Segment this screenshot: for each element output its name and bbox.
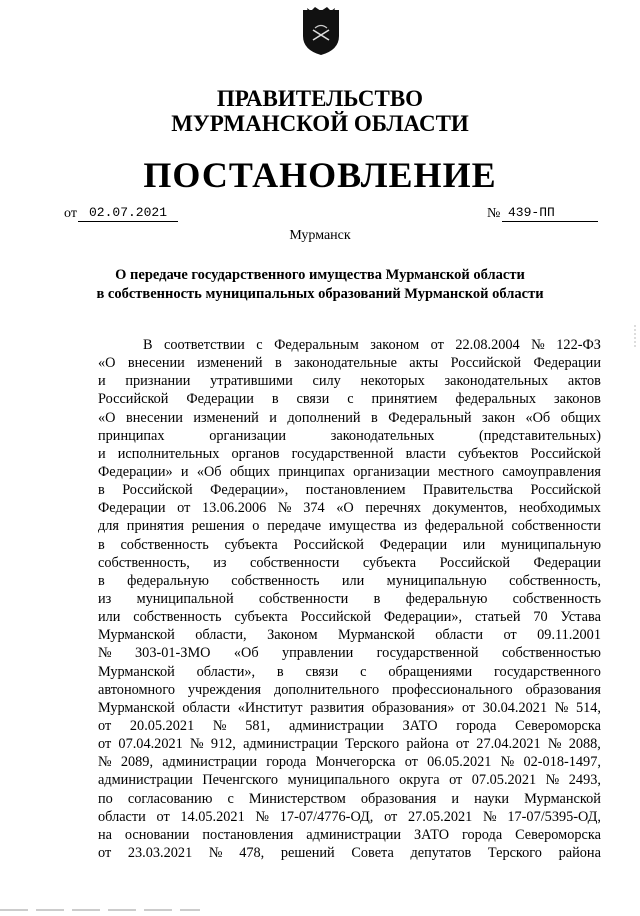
body-line: Федерации от 13.06.2006 № 374 «О перечнях документов, необходимых xyxy=(98,500,601,517)
body-line: и исполнительных органов государственной власти субъектов Российской xyxy=(98,445,601,462)
body-line: Федерации» и «Об общих принципах организации местного самоуправления xyxy=(98,463,601,480)
body-line: от 07.04.2021 № 912, администрации Терского района от 27.04.2021 № 2088, xyxy=(98,736,601,753)
body-line: «О внесении изменений в законодательные акты Российской Федерации xyxy=(98,355,601,372)
date-label: от xyxy=(64,206,77,221)
document-number: 439-ПП xyxy=(502,205,598,222)
body-line: Мурманской области, Законом Мурманской области от 09.11.2001 xyxy=(98,627,601,644)
body-line: № 303-01-ЗМО «Об управлении государственной собственностью xyxy=(98,645,601,662)
body-line: администрации Печенгского муниципального округа от 07.05.2021 № 2493, xyxy=(98,772,601,789)
document-date: 02.07.2021 xyxy=(78,205,178,222)
body-line: № 2089, администрации города Мончегорска от 06.05.2021 № 02-018-1497, xyxy=(98,754,601,771)
org-name-line1: ПРАВИТЕЛЬСТВО xyxy=(216,86,424,111)
body-line: автономного учреждения дополнительного профессионального образования xyxy=(98,681,601,698)
body-line: Российской Федерации в связи с принятием федеральных законов xyxy=(98,391,601,408)
subject-line2: в собственность муниципальных образований Мурманской области xyxy=(96,286,544,302)
document-body xyxy=(98,336,601,862)
city-name: Мурманск xyxy=(289,228,351,243)
coat-of-arms-icon xyxy=(301,6,341,56)
body-line: принципах организации законодательных (представительных) xyxy=(98,427,601,444)
body-line: в федеральную собственность или муниципальную собственность, xyxy=(98,572,601,589)
body-line: в Российской Федерации», постановлением Правительства Российской xyxy=(98,482,601,499)
body-line: собственность, из собственности субъекта Российской Федерации xyxy=(98,554,601,571)
number-label: № xyxy=(487,206,501,221)
body-line: и признании утратившими силу некоторых законодательных актов xyxy=(98,373,601,390)
subject-line1: О передаче государственного имущества Мурманской области xyxy=(115,267,525,283)
document-type-title: ПОСТАНОВЛЕНИЕ xyxy=(143,155,497,195)
body-line: «О внесении изменений и дополнений в Федеральный закон «Об общих xyxy=(98,409,601,426)
body-line: В соответствии с Федеральным законом от 22.08.2004 № 122-ФЗ xyxy=(143,337,601,353)
scan-edge-mark xyxy=(633,325,637,347)
org-name-line2: МУРМАНСКОЙ ОБЛАСТИ xyxy=(171,111,469,136)
body-line: для принятия решения о передаче имущества из федеральной собственности xyxy=(98,518,601,535)
body-line: Мурманской области «Институт развития образования» от 30.04.2021 № 514, xyxy=(98,699,601,716)
body-line: от 23.03.2021 № 478, решений Совета депутатов Терского района xyxy=(98,844,601,861)
body-line: в собственность субъекта Российской Федерации или муниципальную xyxy=(98,536,601,553)
body-line: из муниципальной собственности в федеральную собственность xyxy=(98,590,601,607)
body-line: от 20.05.2021 № 581, администрации ЗАТО города Североморска xyxy=(98,717,601,734)
body-line: области от 14.05.2021 № 17-07/4776-ОД, от 27.05.2021 № 17-07/5395-ОД, xyxy=(98,808,601,825)
body-line: по согласованию с Министерством образования и науки Мурманской xyxy=(98,790,601,807)
scan-footer-marks xyxy=(0,898,220,900)
body-line: или собственность субъекта Российской Федерации», статьей 70 Устава xyxy=(98,609,601,626)
body-line: Мурманской области», в связи с обращениями государственного xyxy=(98,663,601,680)
body-line: на основании постановления администрации ЗАТО города Североморска xyxy=(98,826,601,843)
